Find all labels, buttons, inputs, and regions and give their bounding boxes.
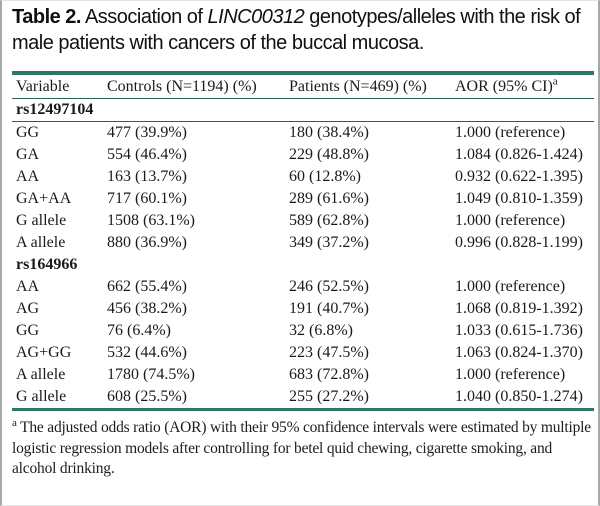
col-header-variable: Variable	[12, 73, 103, 99]
table-cell: A allele	[16, 234, 66, 251]
table-cell: 1.084 (0.826-1.424)	[455, 146, 583, 163]
table-row	[12, 166, 594, 188]
table-row	[12, 276, 594, 298]
footnote-marker: a	[12, 416, 17, 429]
gene-name: LINC00312	[207, 6, 305, 28]
table-cell: 223 (47.5%)	[289, 344, 369, 361]
table-cell: 0.932 (0.622-1.395)	[455, 168, 583, 185]
table-row	[12, 342, 594, 364]
table-cell: 589 (62.8%)	[289, 212, 369, 229]
table-cell: 32 (6.8%)	[289, 322, 353, 339]
table-cell: GG	[16, 124, 40, 141]
table-cell: G allele	[16, 212, 67, 229]
page-title	[12, 4, 596, 56]
table-cell: 349 (37.2%)	[289, 234, 369, 251]
table-cell: 289 (61.6%)	[289, 190, 369, 207]
footnote	[12, 418, 596, 480]
table-cell: 1.040 (0.850-1.274)	[455, 388, 583, 405]
col-header-aor-superscript: a	[552, 75, 558, 88]
table-cell: 229 (48.8%)	[289, 146, 369, 163]
table-cell: 1.033 (0.615-1.736)	[455, 322, 583, 339]
section-label: rs164966	[16, 256, 78, 273]
footnote-text: The adjusted odds ratio (AOR) with their 95% confidence intervals were estimated by multiple logistic regression models after controlling for betel quid chewing, cigarette smoking, and alcohol drinking.	[12, 419, 591, 477]
col-header-aor-text: AOR (95% CI)	[455, 78, 553, 95]
table-cell: AG	[16, 300, 40, 317]
table-cell: AA	[16, 278, 40, 295]
table-cell: 1.000 (reference)	[455, 366, 566, 383]
table-cell: 554 (46.4%)	[107, 146, 187, 163]
table-row	[12, 210, 594, 232]
table-cell: 1.000 (reference)	[455, 124, 566, 141]
table-cell: GG	[16, 322, 40, 339]
table-row	[12, 122, 594, 145]
table-row	[12, 298, 594, 320]
table-cell: 1.000 (reference)	[455, 278, 566, 295]
table-cell: 477 (39.9%)	[107, 124, 187, 141]
table-cell: 76 (6.4%)	[107, 322, 171, 339]
table-cell: 662 (55.4%)	[107, 278, 187, 295]
table-row	[12, 232, 594, 254]
table-cell: 717 (60.1%)	[107, 190, 187, 207]
col-header-patients: Patients (N=469) (%)	[285, 73, 451, 99]
col-header-aor	[451, 73, 594, 99]
table-cell: 1508 (63.1%)	[107, 212, 195, 229]
section-row-rs164966	[12, 254, 594, 276]
table-cell: GA	[16, 146, 40, 163]
table-cell: 1.000 (reference)	[455, 212, 566, 229]
table-cell: AA	[16, 168, 40, 185]
table-cell: A allele	[16, 366, 66, 383]
table-cell: 532 (44.6%)	[107, 344, 187, 361]
table-cell: 1.068 (0.819-1.392)	[455, 300, 583, 317]
table-cell: 180 (38.4%)	[289, 124, 369, 141]
table-body	[12, 99, 594, 410]
table-cell: AG+GG	[16, 344, 72, 361]
section-label: rs12497104	[12, 99, 594, 122]
col-header-controls: Controls (N=1194) (%)	[103, 73, 285, 99]
table-cell: 191 (40.7%)	[289, 300, 369, 317]
header-row	[12, 73, 594, 99]
table-cell: 880 (36.9%)	[107, 234, 187, 251]
table-cell: 1.049 (0.810-1.359)	[455, 190, 583, 207]
table-cell: GA+AA	[16, 190, 72, 207]
table-cell: 255 (27.2%)	[289, 388, 369, 405]
section-row-rs12497104	[12, 99, 594, 122]
table-cell: 1.063 (0.824-1.370)	[455, 344, 583, 361]
table-row	[12, 144, 594, 166]
table-number-label: Table 2.	[12, 6, 81, 28]
title-text-after-gene: genotypes/alleles with the risk of male patients with cancers of the buccal mucosa.	[12, 6, 581, 54]
table-row	[12, 188, 594, 210]
association-table	[12, 71, 594, 411]
table-cell: 683 (72.8%)	[289, 366, 369, 383]
table-cell: 163 (13.7%)	[107, 168, 187, 185]
table-cell: 0.996 (0.828-1.199)	[455, 234, 583, 251]
table-cell: G allele	[16, 388, 67, 405]
table-row	[12, 386, 594, 410]
table-cell: 60 (12.8%)	[289, 168, 361, 185]
table-cell: 1780 (74.5%)	[107, 366, 195, 383]
table-row	[12, 320, 594, 342]
table-cell: 456 (38.2%)	[107, 300, 187, 317]
table-row	[12, 364, 594, 386]
title-text-before-gene: Association of	[81, 6, 208, 28]
table-cell: 608 (25.5%)	[107, 388, 187, 405]
table-cell: 246 (52.5%)	[289, 278, 369, 295]
